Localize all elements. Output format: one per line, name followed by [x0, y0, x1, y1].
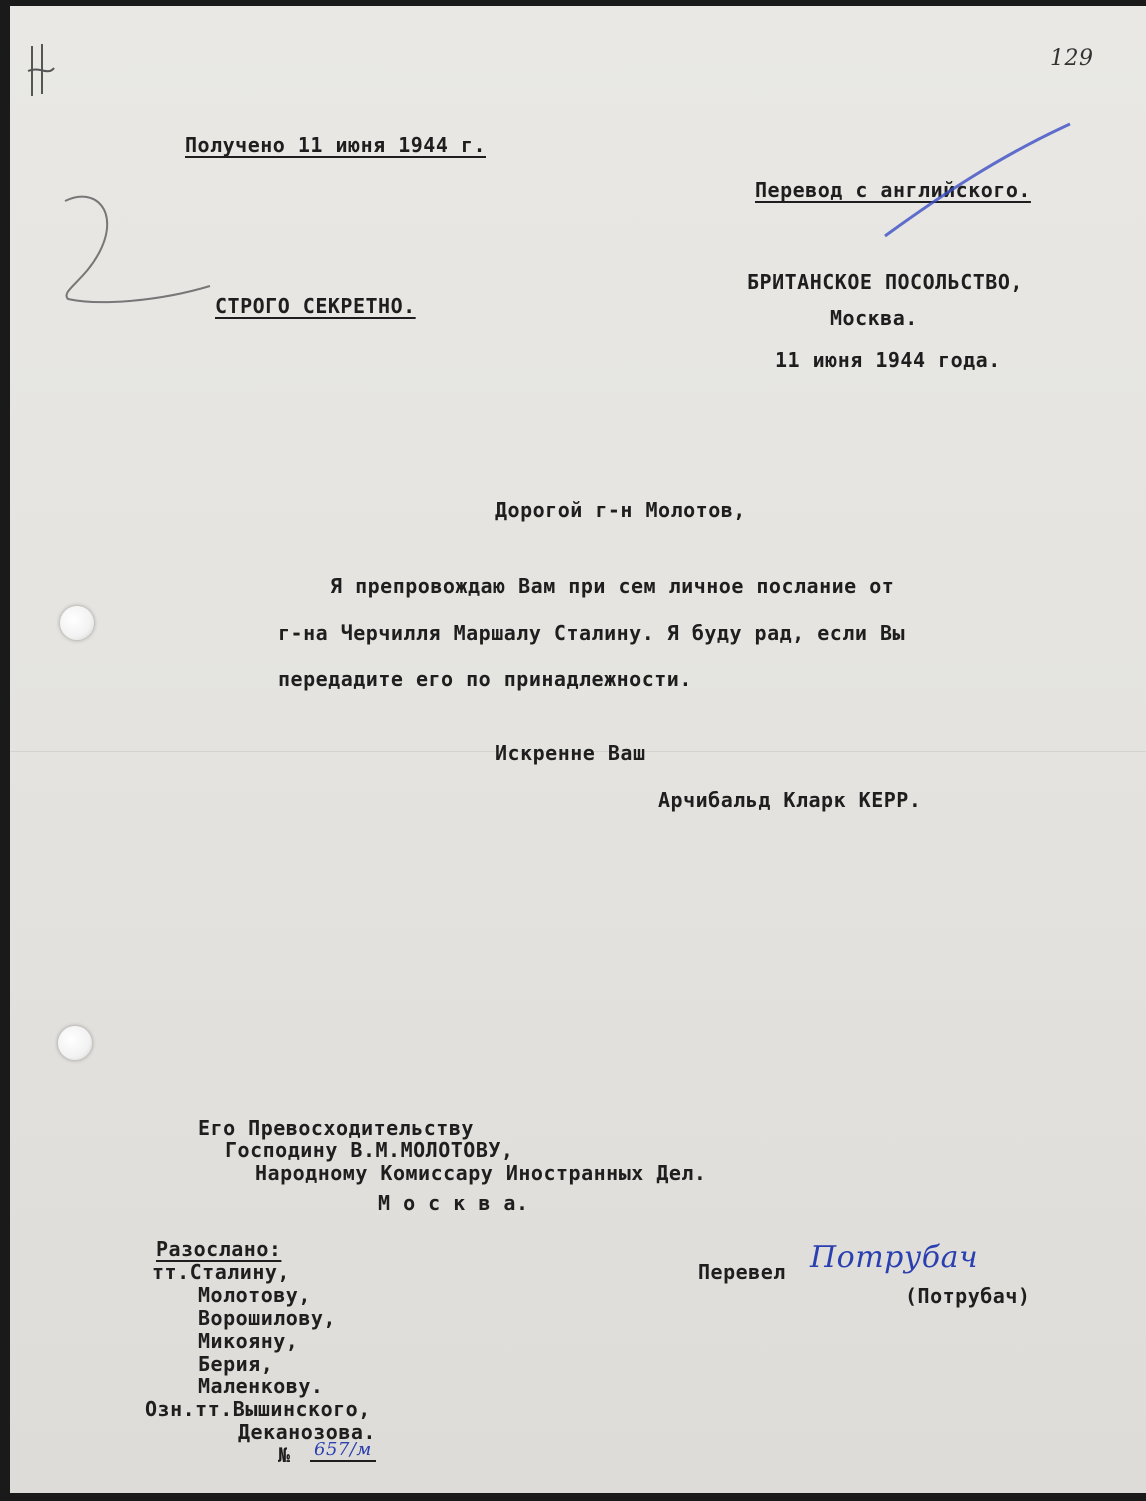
distribution-line-5: Берия, — [198, 1352, 274, 1376]
punch-hole-top — [60, 606, 94, 640]
translator-name: (Потрубач) — [905, 1284, 1031, 1308]
body-line-1: Я препровождаю Вам при сем личное послание от — [330, 574, 895, 598]
translation-note: Перевод с английского. — [755, 178, 1031, 202]
distribution-heading: Разослано: — [156, 1237, 282, 1261]
sender-city: Москва. — [830, 306, 918, 330]
sender-signature: Арчибальд Кларк КЕРР. — [658, 788, 922, 812]
corner-mark-icon — [20, 36, 60, 106]
handwritten-numeral-2 — [40, 181, 220, 321]
distribution-line-2: Молотову, — [198, 1283, 311, 1307]
translator-label: Перевел — [698, 1260, 786, 1284]
translator-signature: Потрубач — [810, 1240, 979, 1275]
distribution-line-8: Деканозова. — [238, 1420, 376, 1444]
distribution-line-6: Маленкову. — [198, 1374, 324, 1398]
addressee-line-1: Его Превосходительству — [198, 1116, 474, 1140]
body-line-3: передадите его по принадлежности. — [278, 667, 692, 691]
sender-name: БРИТАНСКОЕ ПОСОЛЬСТВО, — [747, 270, 1023, 294]
addressee-line-3: Народному Комиссару Иностранных Дел. — [255, 1161, 707, 1185]
distribution-line-4: Микояну, — [198, 1329, 299, 1353]
letter-date: 11 июня 1944 года. — [775, 348, 1001, 372]
classification-label: СТРОГО СЕКРЕТНО. — [215, 294, 416, 318]
page-number: 129 — [1050, 46, 1094, 71]
distribution-line-3: Ворошилову, — [198, 1306, 336, 1330]
received-stamp: Получено 11 июня 1944 г. — [185, 133, 486, 157]
distribution-number-label: № — [278, 1443, 291, 1467]
addressee-line-2: Господину В.М.МОЛОТОВУ, — [225, 1138, 514, 1162]
body-line-2: г-на Черчилля Маршалу Сталину. Я буду рад, если Вы — [278, 621, 906, 645]
punch-hole-bottom — [58, 1026, 92, 1060]
salutation: Дорогой г-н Молотов, — [495, 498, 746, 522]
addressee-line-4: М о с к в а. — [378, 1191, 529, 1215]
closing: Искренне Ваш — [495, 741, 646, 765]
blue-pencil-stroke — [880, 116, 1080, 246]
distribution-line-7: Озн.тт.Вышинского, — [145, 1397, 371, 1421]
distribution-line-1: тт.Сталину, — [152, 1260, 290, 1284]
distribution-number-value: 657/м — [310, 1439, 376, 1462]
